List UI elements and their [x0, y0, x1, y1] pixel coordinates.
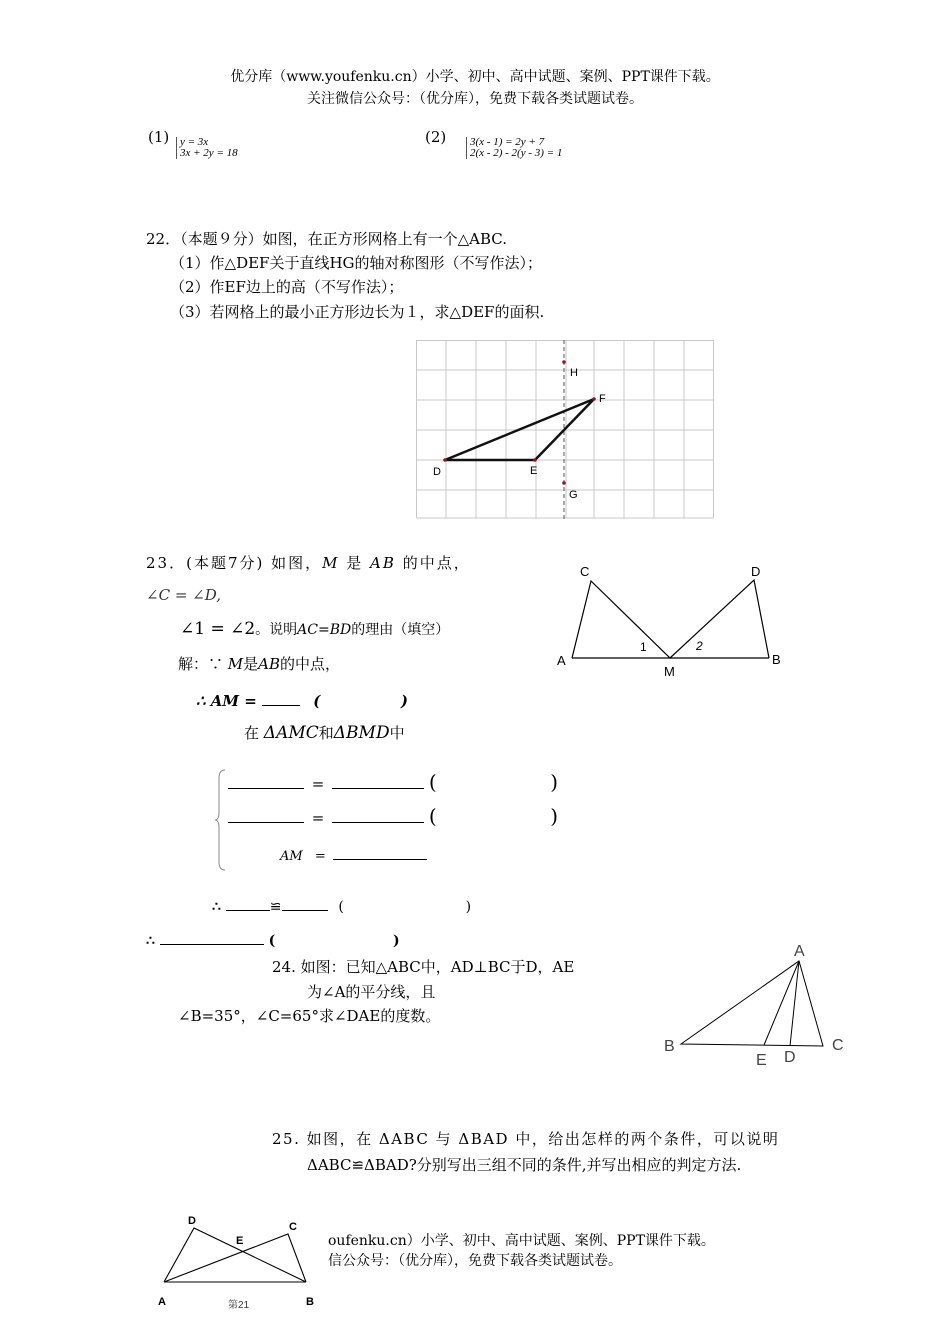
q23-brace	[214, 768, 228, 872]
q23-cong-sym: ≌	[269, 899, 282, 915]
q21-part1-eq2: 3x + 2y = 18	[180, 147, 238, 159]
header-line-1: 优分库（www.youfenku.cn）小学、初中、高中试题、案例、PPT课件下载。	[230, 69, 720, 85]
q23-solution-start	[178, 653, 340, 674]
q23-and: 和	[318, 724, 334, 742]
q23-final-blank[interactable]	[160, 931, 264, 945]
footer-line-2: 信公众号：（优分库），免费下载各类试题试卷。	[328, 1253, 622, 1269]
q23-am-line	[196, 691, 408, 710]
q21-part1-system	[176, 137, 238, 159]
q23-sol-ab: AB	[258, 655, 281, 673]
q22-title: 22．（本题９分）如图，在正方形网格上有一个△ABC.	[146, 230, 507, 248]
label-b: B	[664, 1038, 675, 1055]
q23-title-ab: AB	[370, 554, 396, 572]
q23-tri-bmd: ΔBMD	[333, 723, 390, 743]
q23-sol-end: 的中点，	[280, 655, 341, 673]
q23-condition-line	[180, 619, 449, 639]
q23-in-triangles	[244, 722, 405, 743]
q23-row3-eq: =	[314, 849, 326, 864]
q23-cong-rp: )	[465, 899, 472, 915]
label-c: C	[580, 564, 590, 579]
q23-row-2	[228, 804, 558, 828]
q23-title-is: 是	[346, 554, 364, 572]
q23-row1-eq: =	[311, 775, 325, 793]
q23-row2-left-blank[interactable]	[228, 806, 304, 823]
q23-am-label: ∴ AM =	[196, 692, 257, 710]
q23-sol-mid: 是	[243, 655, 259, 673]
q23-final-rp: )	[393, 933, 400, 949]
label-e: E	[756, 1052, 767, 1069]
label-b: B	[306, 1296, 314, 1308]
label-b: B	[772, 652, 781, 667]
label-c: C	[832, 1037, 844, 1054]
q25-line-1: 25. 如图，在 ΔABC 与 ΔBAD 中，给出怎样的两个条件，可以说明	[272, 1130, 780, 1148]
q23-row1-rp: )	[550, 770, 559, 794]
label-m: M	[664, 664, 675, 679]
q23-row-3	[280, 845, 427, 864]
label-d: D	[784, 1049, 796, 1066]
q21-part2-system	[466, 137, 562, 159]
label-d: D	[433, 466, 441, 478]
q22-grid-figure	[416, 340, 716, 522]
q23-final-therefore: ∴	[146, 933, 155, 949]
q21-part2-label: (2)	[425, 128, 447, 146]
q23-title-mid: 的中点，	[402, 554, 471, 572]
q21-part2-eq2: 2(x - 2) - 2(y - 3) = 1	[470, 147, 563, 159]
q21-part2-eq1: 3(x - 1) = 2y + 7	[470, 136, 545, 148]
q23-figure	[552, 560, 792, 684]
q23-final-lp: (	[268, 933, 276, 949]
q23-angle-cd: ∠C = ∠D,	[146, 586, 221, 604]
q23-cong-left-blank[interactable]	[226, 897, 270, 911]
q23-row2-rp: )	[550, 804, 559, 828]
q23-row2-right-blank[interactable]	[332, 806, 424, 823]
q24-figure	[658, 940, 848, 1070]
q25-line-2: ΔABC≌ΔBAD?分别写出三组不同的条件,并写出相应的判定方法.	[307, 1156, 742, 1174]
q23-row3-blank[interactable]	[333, 845, 427, 860]
q23-row2-lp: (	[428, 804, 437, 828]
q22-step-3: （3）若网格上的最小正方形边长为１，求△DEF的面积.	[170, 303, 545, 321]
footer-line-1: oufenku.cn）小学、初中、高中试题、案例、PPT课件下载。	[328, 1233, 715, 1249]
q24-line-1: 24. 如图：已知△ABC中，AD⊥BC于D，AE	[272, 958, 575, 976]
q23-sol-pre: 解：∵	[178, 655, 224, 673]
label-angle-1: 1	[640, 640, 647, 654]
label-angle-2: 2	[696, 639, 703, 653]
q23-acbd: AC=BD	[297, 622, 352, 638]
q23-cong-right-blank[interactable]	[282, 897, 328, 911]
label-h: H	[570, 367, 578, 379]
q21-part1-eq1: y = 3x	[180, 136, 209, 148]
label-e: E	[236, 1235, 244, 1247]
q23-title	[146, 552, 471, 573]
q23-cong-therefore: ∴	[212, 899, 221, 915]
q23-title-pre: 23．(本题7分) 如图，	[146, 554, 323, 572]
q23-cong-lp: (	[338, 899, 344, 915]
q23-row1-right-blank[interactable]	[332, 772, 424, 789]
q23-row1-lp: (	[428, 770, 437, 794]
q21-part1-label: (1)	[148, 128, 170, 146]
label-e: E	[530, 465, 538, 477]
label-c: C	[289, 1221, 297, 1233]
q25-figure	[154, 1212, 334, 1312]
q23-row3-am: AM	[280, 849, 303, 864]
q23-in-pre: 在	[244, 724, 260, 742]
q23-sol-m: M	[227, 655, 244, 673]
label-d: D	[188, 1215, 196, 1227]
figure-caption: 第21	[228, 1300, 250, 1311]
q23-row2-eq: =	[311, 809, 325, 827]
q23-row1-left-blank[interactable]	[228, 772, 304, 789]
q23-explain: 。说明	[255, 622, 298, 638]
q23-row-1	[228, 770, 558, 794]
label-g: G	[569, 489, 578, 501]
label-d: D	[751, 564, 761, 579]
q23-congruent-line	[212, 897, 471, 915]
q22-step-1: （1）作△DEF关于直线HG的轴对称图形（不写作法）；	[170, 254, 543, 272]
q23-final-line	[146, 931, 400, 949]
label-a: A	[158, 1296, 166, 1308]
label-f: F	[599, 393, 606, 405]
label-a: A	[794, 943, 805, 960]
label-a: A	[557, 653, 566, 668]
q24-line-3: ∠B=35°，∠C=65°求∠DAE的度数。	[178, 1007, 441, 1025]
q23-angle-12: ∠1 = ∠2	[180, 619, 256, 639]
q23-am-blank[interactable]	[262, 691, 300, 706]
header-line-2: 关注微信公众号：（优分库），免费下载各类试题试卷。	[307, 91, 643, 107]
q24-line-2: 为∠A的平分线，且	[307, 983, 436, 1001]
q23-reason: 的理由（填空）	[351, 622, 450, 638]
q23-in-post: 中	[389, 724, 405, 742]
q23-tri-amc: ΔAMC	[263, 723, 319, 743]
q23-am-paren-close: )	[400, 692, 408, 710]
q22-step-2: （2）作EF边上的高（不写作法）；	[170, 278, 404, 296]
q23-am-paren-open: (	[313, 692, 321, 710]
q23-title-m: M	[322, 554, 340, 572]
